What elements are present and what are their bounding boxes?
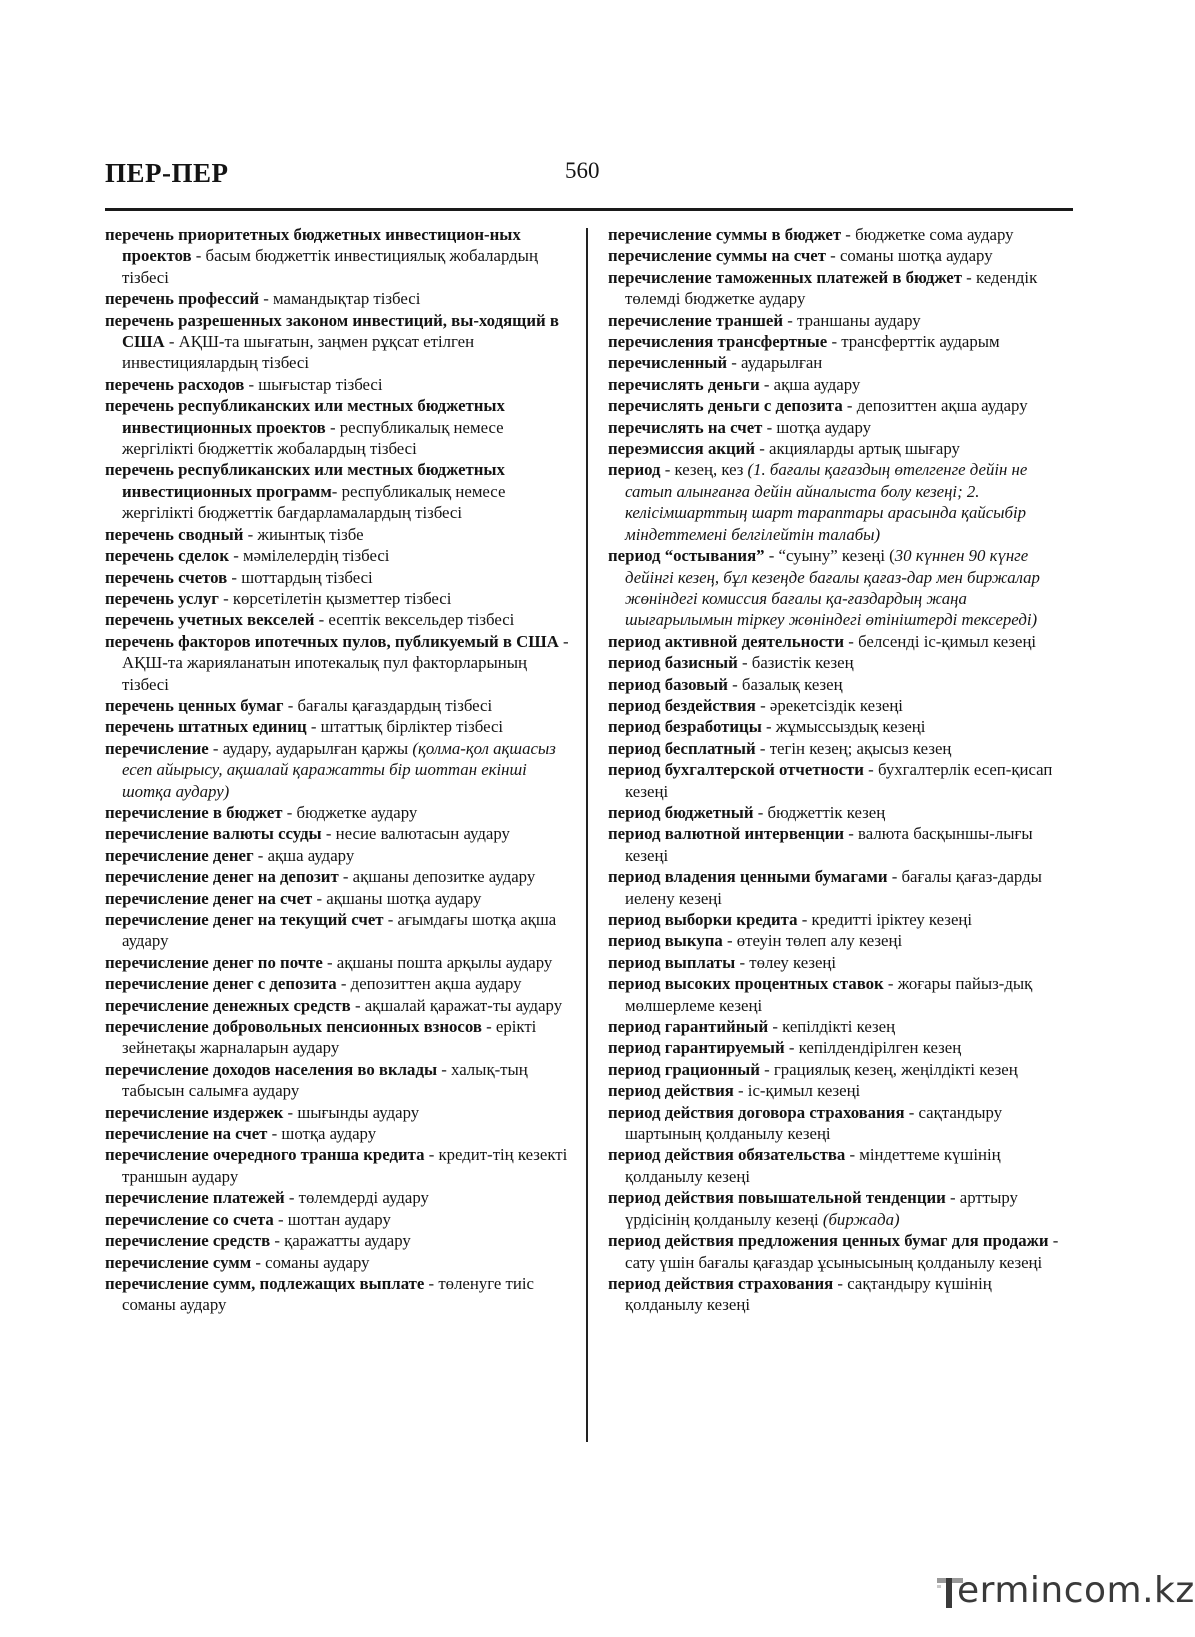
entry-term: период — [608, 460, 661, 480]
entry-definition: - төлеу кезеңі — [735, 952, 837, 972]
dictionary-entry — [608, 1102, 1073, 1145]
entry-definition: - есептік вексельдер тізбесі — [314, 610, 515, 630]
entry-definition: - шотқа аудару — [267, 1124, 377, 1144]
entry-definition: - төлемдерді аудару — [284, 1188, 429, 1208]
entry-definition: - шоттардың тізбесі — [227, 567, 373, 587]
dictionary-entry — [105, 973, 570, 994]
entry-note: (қолма-қол ақшасыз есеп айырысу, ақшалай қаражатты бір шоттан екінші шотқа аудару) — [122, 738, 556, 801]
dictionary-entry — [608, 224, 1073, 245]
entry-term: период бюджетный — [608, 802, 754, 822]
entry-term: период бухгалтерской отчетности — [608, 760, 864, 780]
entry-term: период гарантийный — [608, 1017, 769, 1037]
dictionary-entry — [105, 1144, 570, 1187]
entry-term: перечисление доходов населения во вклады — [105, 1059, 438, 1079]
dictionary-entry — [608, 759, 1073, 802]
dictionary-entry — [105, 888, 570, 909]
dictionary-entry — [608, 1037, 1073, 1058]
dictionary-entry — [608, 1273, 1073, 1316]
page-number: 560 — [565, 158, 600, 183]
dictionary-entry — [105, 459, 570, 523]
entry-term: период базисный — [608, 653, 738, 673]
dictionary-entry — [608, 866, 1073, 909]
entry-term: перечисление траншей — [608, 310, 784, 330]
left-column — [105, 224, 570, 1316]
entry-definition: - міндеттеме күшінің қолданылу кезеңі — [625, 1145, 1001, 1186]
dictionary-entry — [105, 524, 570, 545]
dictionary-entry — [105, 823, 570, 844]
dictionary-entry — [608, 245, 1073, 266]
dictionary-entry — [105, 1123, 570, 1144]
entry-term: перечисление — [105, 738, 209, 758]
entry-term: перечисление денег на депозит — [105, 867, 339, 887]
dictionary-entry — [608, 438, 1073, 459]
entry-definition: - бағалы қағаздардың тізбесі — [283, 695, 493, 715]
entry-definition: - кредит-тің кезекті траншын аудару — [122, 1145, 568, 1186]
entry-definition: - әрекетсіздік кезеңі — [755, 695, 903, 715]
entry-term: перечисление в бюджет — [105, 802, 283, 822]
dictionary-entry — [105, 545, 570, 566]
entry-term: перечисление валюты ссуды — [105, 824, 322, 844]
entry-definition: - несие валютасын аудару — [321, 824, 510, 844]
dictionary-entry — [105, 716, 570, 737]
entry-term: период высоких процентных ставок — [608, 974, 884, 994]
entry-term: перечень сделок — [105, 546, 229, 566]
dictionary-entry — [105, 395, 570, 459]
entry-term: перечень услуг — [105, 588, 219, 608]
dictionary-entry — [608, 674, 1073, 695]
entry-definition: - жұмыссыздық кезеңі — [761, 717, 926, 737]
dictionary-entry — [608, 802, 1073, 823]
entry-definition: - арттыру үрдісінің қолданылу кезеңі — [625, 1188, 1018, 1229]
entry-definition: - бағалы қағаз-дарды иелену кезеңі — [625, 867, 1042, 908]
entry-term: период бесплатный — [608, 738, 756, 758]
dictionary-entry — [105, 224, 570, 288]
entry-term: перечислять деньги с депозита — [608, 396, 843, 416]
dictionary-entry — [105, 1016, 570, 1059]
entry-definition: - сақтандыру күшінің қолданылу кезеңі — [625, 1273, 992, 1315]
entry-term: перечисление добровольных пенсионных взносов — [105, 1017, 482, 1037]
entry-definition: - сату үшін бағалы қағаздар ұсынысының қолданылу кезеңі — [625, 1231, 1059, 1272]
entry-definition: - базистік кезең — [737, 653, 854, 673]
dictionary-entry — [608, 374, 1073, 395]
entry-term: перечень разрешенных законом инвестиций, вы-ходящий в США — [105, 310, 559, 352]
entry-term: период бездействия — [608, 695, 756, 715]
entry-definition: - төленуге тиіс соманы аудару — [122, 1273, 534, 1315]
entry-definition: - ағымдағы шотқа ақша аудару — [122, 910, 557, 951]
dictionary-entry — [105, 631, 570, 695]
dictionary-entry — [105, 588, 570, 609]
entry-term: период действия предложения ценных бумаг для продажи — [608, 1231, 1049, 1251]
entry-term: перечислять на счет — [608, 417, 763, 437]
entry-definition: - жиынтық тізбе — [243, 524, 364, 544]
dictionary-entry — [105, 909, 570, 952]
entry-definition: - кепілдендірілген кезең — [784, 1038, 962, 1058]
dictionary-entry — [608, 909, 1073, 930]
entry-term: период грационный — [608, 1059, 760, 1079]
dictionary-entry — [105, 609, 570, 630]
entry-term: перечисления трансфертные — [608, 332, 828, 352]
entry-term: период владения ценными бумагами — [608, 867, 888, 887]
dictionary-entry — [608, 1059, 1073, 1080]
entry-term: перечень счетов — [105, 567, 228, 587]
right-column — [608, 224, 1073, 1316]
watermark-text: ermincom.kz — [957, 1570, 1195, 1611]
entry-definition: - кепілдікті кезең — [768, 1017, 896, 1037]
entry-term: перечень штатных единиц — [105, 717, 307, 737]
entry-term: перечисление издержек — [105, 1102, 284, 1122]
entry-definition: - халық-тың табысын салымға аудару — [122, 1059, 528, 1101]
dictionary-entry — [105, 1102, 570, 1123]
entry-definition: - кезең, кез — [660, 460, 748, 480]
entry-term: перечисление денег на текущий счет — [105, 910, 384, 929]
dictionary-entry — [105, 695, 570, 716]
dictionary-entry — [608, 738, 1073, 759]
entry-term: период активной деятельности — [608, 631, 845, 651]
entry-definition: - республикалық немесе жергілікті бюджеттік бағдарламалардың тізбесі — [122, 481, 506, 523]
entry-term: перечисление суммы на счет — [608, 246, 826, 266]
dictionary-entry — [608, 310, 1073, 331]
entry-term: период “остывания” — [608, 546, 765, 566]
dictionary-entry — [608, 716, 1073, 737]
entry-definition: - штаттық бірліктер тізбесі — [306, 717, 504, 737]
entry-definition: - депозиттен ақша аудару — [336, 974, 522, 994]
entry-term: период безработицы — [608, 717, 762, 737]
entry-term: период выборки кредита — [608, 910, 798, 929]
dictionary-entry — [105, 1209, 570, 1230]
entry-term: перечень профессий — [105, 289, 260, 309]
entry-definition: - бухгалтерлік есеп-қисап кезеңі — [625, 760, 1053, 801]
entry-definition: - траншаны аудару — [783, 310, 921, 330]
dictionary-entry — [105, 866, 570, 887]
entry-definition: - ақшаны пошта арқылы аудару — [322, 952, 553, 972]
dictionary-entry — [105, 845, 570, 866]
entry-term: перечисление денег по почте — [105, 952, 323, 972]
entry-term: перечисление на счет — [105, 1124, 268, 1144]
entry-definition: - сақтандыру шартының қолданылу кезеңі — [625, 1102, 1003, 1144]
entry-term: перечисление платежей — [105, 1188, 285, 1208]
entry-definition: - ақшалай қаражат-ты аудару — [350, 995, 563, 1015]
entry-definition: - мамандықтар тізбесі — [259, 289, 421, 309]
page-title: ПЕР-ПЕР — [105, 158, 229, 188]
page-header — [105, 158, 1073, 208]
dictionary-entry — [608, 952, 1073, 973]
entry-term: период действия — [608, 1081, 734, 1101]
entry-note: (1. бағалы қағаздың өтелгенге дейін не сатып алынғанға дейін айналыста болу кезеңі; 2. келісімшарттың шарт тараптары арасында қайсыбір міндеттемені белгілейтін талабы) — [625, 460, 1028, 544]
entry-definition: - трансферттік аударым — [827, 332, 1000, 352]
dictionary-entry — [608, 631, 1073, 652]
entry-term: период действия обязательства — [608, 1145, 846, 1165]
dictionary-entry — [608, 459, 1073, 545]
dictionary-entry — [608, 267, 1073, 310]
entry-definition: - грациялық кезең, жеңілдікті кезең — [759, 1059, 1018, 1079]
dictionary-entry — [105, 738, 570, 802]
entry-term: перечисление средств — [105, 1231, 271, 1251]
entry-definition: - АҚШ-та жарияланатын ипотекалық пул факторларының тізбесі — [122, 631, 569, 694]
entry-term: перечень сводный — [105, 524, 244, 544]
entry-term: период действия договора страхования — [608, 1102, 905, 1122]
dictionary-entry — [105, 1187, 570, 1208]
dictionary-entry — [105, 995, 570, 1016]
dictionary-entry — [608, 1144, 1073, 1187]
entry-term: перечень ценных бумаг — [105, 695, 284, 715]
entry-definition: - АҚШ-та шығатын, заңмен рұқсат етілген инвестициялардың тізбесі — [122, 332, 475, 373]
entry-definition: - белсенді іс-қимыл кезеңі — [844, 631, 1037, 651]
entry-term: перечень республиканских или местных бюджетных инвестиционных программ — [105, 460, 505, 501]
dictionary-entry — [608, 331, 1073, 352]
entry-definition: - бюджетке аудару — [282, 802, 418, 822]
entry-definition: - республикалық немесе жергілікті бюджеттік жобалардың тізбесі — [122, 417, 504, 459]
entry-definition: - базалық кезең — [727, 674, 843, 694]
dictionary-entry — [608, 695, 1073, 716]
entry-term: перечисление таможенных платежей в бюджет — [608, 267, 962, 287]
entry-definition: - аударылған — [727, 353, 823, 373]
entry-note: (биржада) — [822, 1209, 900, 1229]
entry-term: перечисление денег на счет — [105, 888, 313, 908]
entry-definition: - жоғары пайыз-дық мөлшерлеме кезеңі — [625, 974, 1033, 1015]
dictionary-entry — [105, 374, 570, 395]
dictionary-entry — [608, 395, 1073, 416]
entry-definition: - ақшаны депозитке аудару — [338, 867, 536, 887]
entry-definition: - шығыстар тізбесі — [244, 374, 383, 394]
entry-definition: - көрсетілетін қызметтер тізбесі — [218, 588, 452, 608]
entry-definition: - ақша аудару — [253, 845, 355, 865]
dictionary-entry — [105, 802, 570, 823]
entry-note: 30 күннен 90 күнге дейінгі кезең, бұл кезеңде бағалы қағаз-дар мен биржалар жөніндегі комиссия бағалы қа-ғаздардың жаңа шығарылымын тіркеу жөніндегі өтініштерді тексереді) — [625, 546, 1040, 630]
entry-definition: - кредитті іріктеу кезеңі — [797, 910, 973, 929]
dictionary-entry — [608, 417, 1073, 438]
entry-term: перечень приоритетных бюджетных инвестицион-ных проектов — [105, 225, 521, 266]
entry-definition: - басым бюджеттік инвестициялық жобалардың тізбесі — [122, 246, 538, 287]
dictionary-entry — [608, 545, 1073, 631]
entry-term: период базовый — [608, 674, 728, 694]
entry-term: период валютной интервенции — [608, 824, 845, 844]
dictionary-entry — [608, 1080, 1073, 1101]
entry-term: перечисленный — [608, 353, 728, 373]
dictionary-entry — [608, 1230, 1073, 1273]
dictionary-entry — [105, 288, 570, 309]
entry-term: перечисление суммы в бюджет — [608, 225, 842, 244]
entry-definition: - кедендік төлемді бюджетке аудару — [625, 267, 1038, 309]
entry-definition: - депозиттен ақша аудару — [842, 396, 1028, 416]
entry-definition: - іс-қимыл кезеңі — [733, 1081, 861, 1101]
dictionary-entry — [608, 930, 1073, 951]
entry-term: перечень учетных векселей — [105, 610, 315, 630]
entry-definition: - соманы шотқа аудару — [825, 246, 993, 266]
dictionary-entry — [608, 652, 1073, 673]
dictionary-entry — [608, 1187, 1073, 1230]
entry-definition: - өтеуін төлеп алу кезеңі — [722, 931, 903, 951]
entry-term: перечисление денег с депозита — [105, 974, 337, 994]
entry-term: период действия страхования — [608, 1273, 834, 1293]
dictionary-entry — [608, 823, 1073, 866]
watermark — [935, 1570, 1195, 1616]
entry-term: перечислять деньги — [608, 374, 760, 394]
dictionary-entry — [105, 310, 570, 374]
column-divider — [586, 228, 588, 1442]
entry-term: перечисление сумм — [105, 1252, 252, 1272]
dictionary-entry — [105, 567, 570, 588]
entry-definition: - ақшаны шотқа аудару — [312, 888, 482, 908]
header-rule — [105, 208, 1073, 211]
entry-term: период действия повышательной тенденции — [608, 1188, 946, 1208]
entry-definition: - мәмілелердің тізбесі — [229, 546, 390, 566]
entry-definition: - ақша аудару — [759, 374, 861, 394]
entry-definition: - валюта басқыншы-лығы кезеңі — [625, 824, 1033, 865]
entry-definition: - акцияларды артық шығару — [755, 439, 960, 459]
dictionary-entry — [608, 352, 1073, 373]
entry-definition: - шығынды аудару — [283, 1102, 420, 1122]
dictionary-entry — [608, 1016, 1073, 1037]
entry-definition: - аудару, аударылған қаржы — [208, 738, 413, 758]
dictionary-entry — [105, 952, 570, 973]
entry-definition: - ерікті зейнетақы жарналарын аудару — [122, 1017, 537, 1058]
dictionary-entry — [105, 1230, 570, 1251]
dictionary-entry — [105, 1059, 570, 1102]
entry-definition: - бюджетке сома аудару — [841, 225, 1014, 244]
dictionary-entry — [105, 1273, 570, 1316]
dictionary-entry — [105, 1252, 570, 1273]
entry-term: перечисление денег — [105, 845, 254, 865]
entry-definition: - тегін кезең; ақысыз кезең — [755, 738, 952, 758]
entry-term: перечень факторов ипотечных пулов, публикуемый в США — [105, 631, 559, 651]
entry-definition: - қаражатты аудару — [270, 1231, 411, 1251]
entry-term: перечень расходов — [105, 374, 245, 394]
entry-term: перечисление сумм, подлежащих выплате — [105, 1273, 425, 1293]
entry-term: перечень республиканских или местных бюджетных инвестиционных проектов — [105, 396, 505, 437]
dictionary-entry — [608, 973, 1073, 1016]
entry-definition: - шотқа аудару — [762, 417, 872, 437]
entry-term: переэмиссия акций — [608, 439, 756, 459]
entry-term: период выкупа — [608, 931, 723, 951]
entry-term: перечисление очередного транша кредита — [105, 1145, 425, 1165]
entry-term: период гарантируемый — [608, 1038, 785, 1058]
entry-term: перечисление денежных средств — [105, 995, 351, 1015]
entry-term: перечисление со счета — [105, 1209, 274, 1229]
entry-definition: - соманы аудару — [251, 1252, 370, 1272]
entry-definition: - “суыну” кезеңі ( — [764, 546, 895, 566]
entry-term: период выплаты — [608, 952, 736, 972]
entry-definition: - бюджеттік кезең — [753, 802, 886, 822]
entry-definition: - шоттан аудару — [273, 1209, 391, 1229]
